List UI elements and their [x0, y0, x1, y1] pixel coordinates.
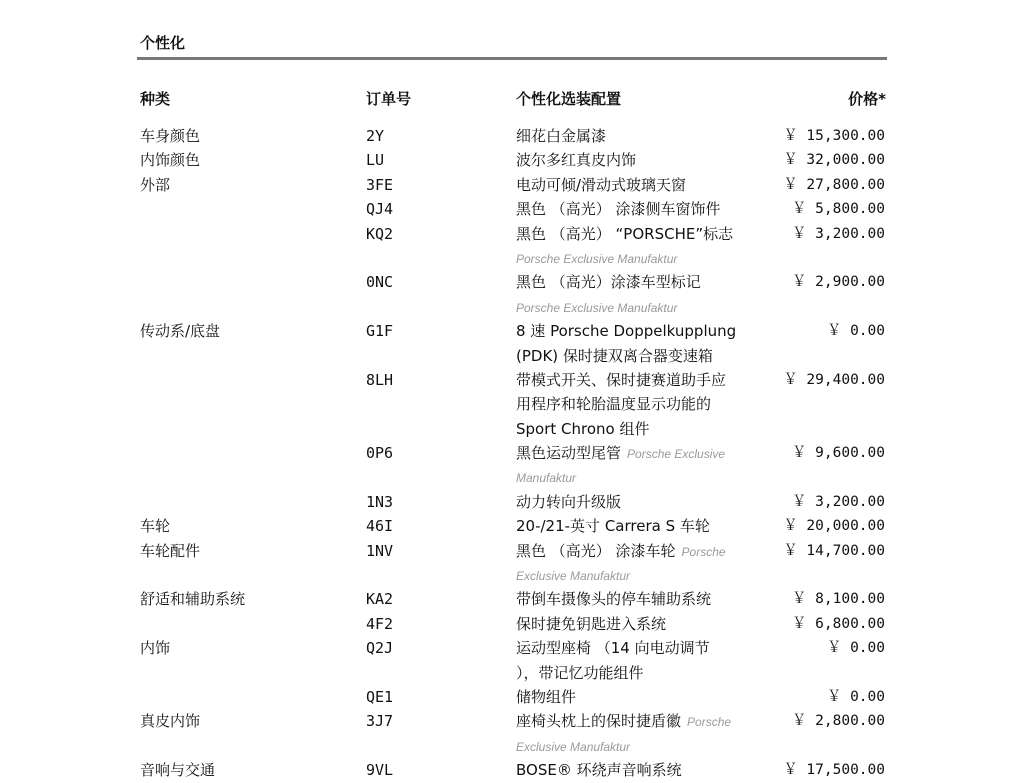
column-header-config: 个性化选装配置 — [516, 90, 622, 108]
row-order-code: Q2J — [366, 639, 394, 658]
row-manufaktur-note: Exclusive Manufaktur — [516, 569, 631, 584]
row-config-text: 运动型座椅 （14 向电动调节 — [516, 639, 710, 658]
row-manufaktur-note: Porsche — [681, 544, 726, 559]
options-table — [0, 124, 1024, 783]
row-category: 传动系/底盘 — [140, 322, 221, 341]
row-order-code: 0NC — [366, 273, 394, 292]
row-config — [516, 246, 677, 271]
row-config-text: 8 速 Porsche Doppelkupplung — [516, 322, 737, 341]
table-row — [0, 734, 1024, 758]
row-price: ￥ 14,700.00 — [783, 542, 885, 559]
row-price: ￥ 6,800.00 — [791, 615, 885, 632]
row-order-code: G1F — [366, 322, 394, 341]
row-config-text: 黑色 （高光） 涂漆侧车窗饰件 — [516, 200, 721, 219]
table-row — [0, 368, 1024, 392]
table-row — [0, 344, 1024, 368]
row-config — [516, 685, 576, 709]
row-config — [516, 661, 644, 685]
row-config-text: 带倒车摄像头的停车辅助系统 — [516, 590, 712, 609]
row-order-code: 2Y — [366, 127, 385, 145]
row-config — [516, 734, 630, 759]
column-header-code: 订单号 — [366, 90, 412, 108]
row-price: ￥ 32,000.00 — [783, 152, 885, 169]
table-row — [0, 587, 1024, 611]
row-order-code: 3J7 — [366, 712, 394, 731]
row-order-code: KA2 — [366, 590, 394, 609]
row-config-text: 用程序和轮胎温度显示功能的 — [516, 395, 712, 414]
row-category: 车身颜色 — [140, 127, 201, 145]
row-config — [516, 148, 636, 172]
row-price: ￥ 8,100.00 — [791, 591, 885, 608]
row-price: ￥ 2,800.00 — [791, 713, 885, 730]
row-price: ￥ 3,200.00 — [791, 225, 885, 242]
row-config — [516, 173, 686, 197]
row-config — [516, 539, 726, 564]
row-config-text: 储物组件 — [516, 687, 577, 706]
row-config-text: Sport Chrono 组件 — [516, 419, 650, 438]
row-config-text: BOSE® 环绕声音响系统 — [516, 761, 682, 780]
row-config — [516, 441, 725, 466]
row-category: 真皮内饰 — [140, 712, 201, 731]
row-order-code: 0P6 — [366, 444, 394, 463]
table-row — [0, 148, 1024, 172]
row-order-code: 1N3 — [366, 492, 394, 511]
row-config — [516, 392, 711, 416]
row-config — [516, 295, 677, 320]
table-row — [0, 612, 1024, 636]
row-category: 外部 — [140, 175, 171, 194]
row-order-code: 3FE — [366, 175, 394, 194]
row-config-text: 黑色 （高光） 涂漆车轮 — [516, 541, 676, 560]
row-price: ￥ 29,400.00 — [783, 371, 885, 388]
row-category: 车轮 — [140, 517, 171, 536]
row-config — [516, 368, 726, 392]
row-price: ￥ 9,600.00 — [791, 445, 885, 462]
row-config — [516, 587, 711, 611]
table-row — [0, 319, 1024, 343]
table-row — [0, 295, 1024, 319]
row-manufaktur-note: Porsche Exclusive — [627, 447, 726, 462]
row-config — [516, 270, 701, 294]
row-config — [516, 344, 713, 368]
row-config-text: 黑色运动型尾管 — [516, 444, 622, 463]
row-config — [516, 124, 606, 148]
row-manufaktur-note: Porsche Exclusive Manufaktur — [516, 300, 678, 315]
row-price: ￥ 0.00 — [826, 323, 885, 340]
row-order-code: LU — [366, 151, 385, 170]
row-price: ￥ 2,900.00 — [791, 274, 885, 291]
row-manufaktur-note: Manufaktur — [516, 471, 577, 486]
column-header-category: 种类 — [140, 90, 171, 108]
table-row — [0, 636, 1024, 660]
row-manufaktur-note: Porsche — [687, 715, 732, 730]
row-config-text: 黑色 （高光）涂漆车型标记 — [516, 273, 701, 292]
row-config-text: ），带记忆功能组件 — [516, 663, 644, 682]
row-price: ￥ 0.00 — [826, 688, 885, 705]
row-config — [516, 563, 630, 588]
row-order-code: KQ2 — [366, 224, 394, 243]
table-row — [0, 417, 1024, 441]
table-row — [0, 270, 1024, 294]
row-manufaktur-note: Porsche Exclusive Manufaktur — [516, 251, 678, 266]
row-category: 舒适和辅助系统 — [140, 590, 246, 609]
row-config-text: 细花白金属漆 — [516, 127, 607, 145]
row-category: 车轮配件 — [140, 541, 201, 560]
header-rule — [137, 57, 887, 60]
row-category: 内饰 — [140, 639, 171, 658]
column-header-price: 价格* — [848, 90, 886, 108]
row-config — [516, 758, 682, 782]
table-row — [0, 709, 1024, 733]
row-config-text: (PDK) 保时捷双离合器变速箱 — [516, 346, 713, 365]
table-row — [0, 197, 1024, 221]
table-row — [0, 514, 1024, 538]
row-price: ￥ 15,300.00 — [783, 128, 885, 144]
row-config-text: 保时捷免钥匙进入系统 — [516, 614, 667, 633]
row-config — [516, 490, 621, 514]
row-config-text: 动力转向升级版 — [516, 492, 622, 511]
row-manufaktur-note: Exclusive Manufaktur — [516, 739, 631, 754]
row-order-code: 9VL — [366, 761, 394, 780]
row-price: ￥ 0.00 — [826, 640, 885, 657]
table-row — [0, 685, 1024, 709]
row-config — [516, 197, 721, 221]
row-config — [516, 514, 710, 538]
table-row — [0, 441, 1024, 465]
table-row — [0, 563, 1024, 587]
table-row — [0, 539, 1024, 563]
row-price: ￥ 3,200.00 — [791, 493, 885, 510]
row-order-code: 4F2 — [366, 614, 394, 633]
row-config — [516, 222, 733, 246]
row-config — [516, 709, 731, 734]
table-row — [0, 392, 1024, 416]
row-category: 音响与交通 — [140, 761, 216, 780]
section-title: 个性化 — [140, 34, 186, 52]
row-config-text: 带模式开关、保时捷赛道助手应 — [516, 370, 727, 389]
row-price: ￥ 17,500.00 — [783, 762, 885, 779]
row-order-code: QJ4 — [366, 200, 394, 219]
row-config — [516, 636, 710, 660]
table-row — [0, 246, 1024, 270]
row-config-text: 座椅头枕上的保时捷盾徽 — [516, 712, 682, 731]
row-config — [516, 612, 666, 636]
row-config — [516, 465, 576, 490]
row-order-code: 8LH — [366, 370, 394, 389]
table-row — [0, 758, 1024, 782]
row-config-text: 波尔多红真皮内饰 — [516, 151, 637, 170]
row-config-text: 电动可倾/滑动式玻璃天窗 — [516, 175, 687, 194]
row-config — [516, 417, 649, 441]
row-order-code: 1NV — [366, 541, 394, 560]
table-row — [0, 490, 1024, 514]
row-price: ￥ 20,000.00 — [783, 518, 885, 535]
row-config-text: 黑色 （高光） “PORSCHE”标志 — [516, 224, 734, 243]
row-category: 内饰颜色 — [140, 151, 201, 170]
row-order-code: QE1 — [366, 687, 394, 706]
table-row — [0, 222, 1024, 246]
table-row — [0, 124, 1024, 148]
row-order-code: 46I — [366, 517, 394, 536]
row-config — [516, 319, 736, 343]
table-row — [0, 173, 1024, 197]
row-price: ￥ 27,800.00 — [783, 176, 885, 193]
row-price: ￥ 5,800.00 — [791, 201, 885, 218]
table-row — [0, 661, 1024, 685]
table-row — [0, 465, 1024, 489]
row-config-text: 20-/21-英寸 Carrera S 车轮 — [516, 517, 710, 536]
